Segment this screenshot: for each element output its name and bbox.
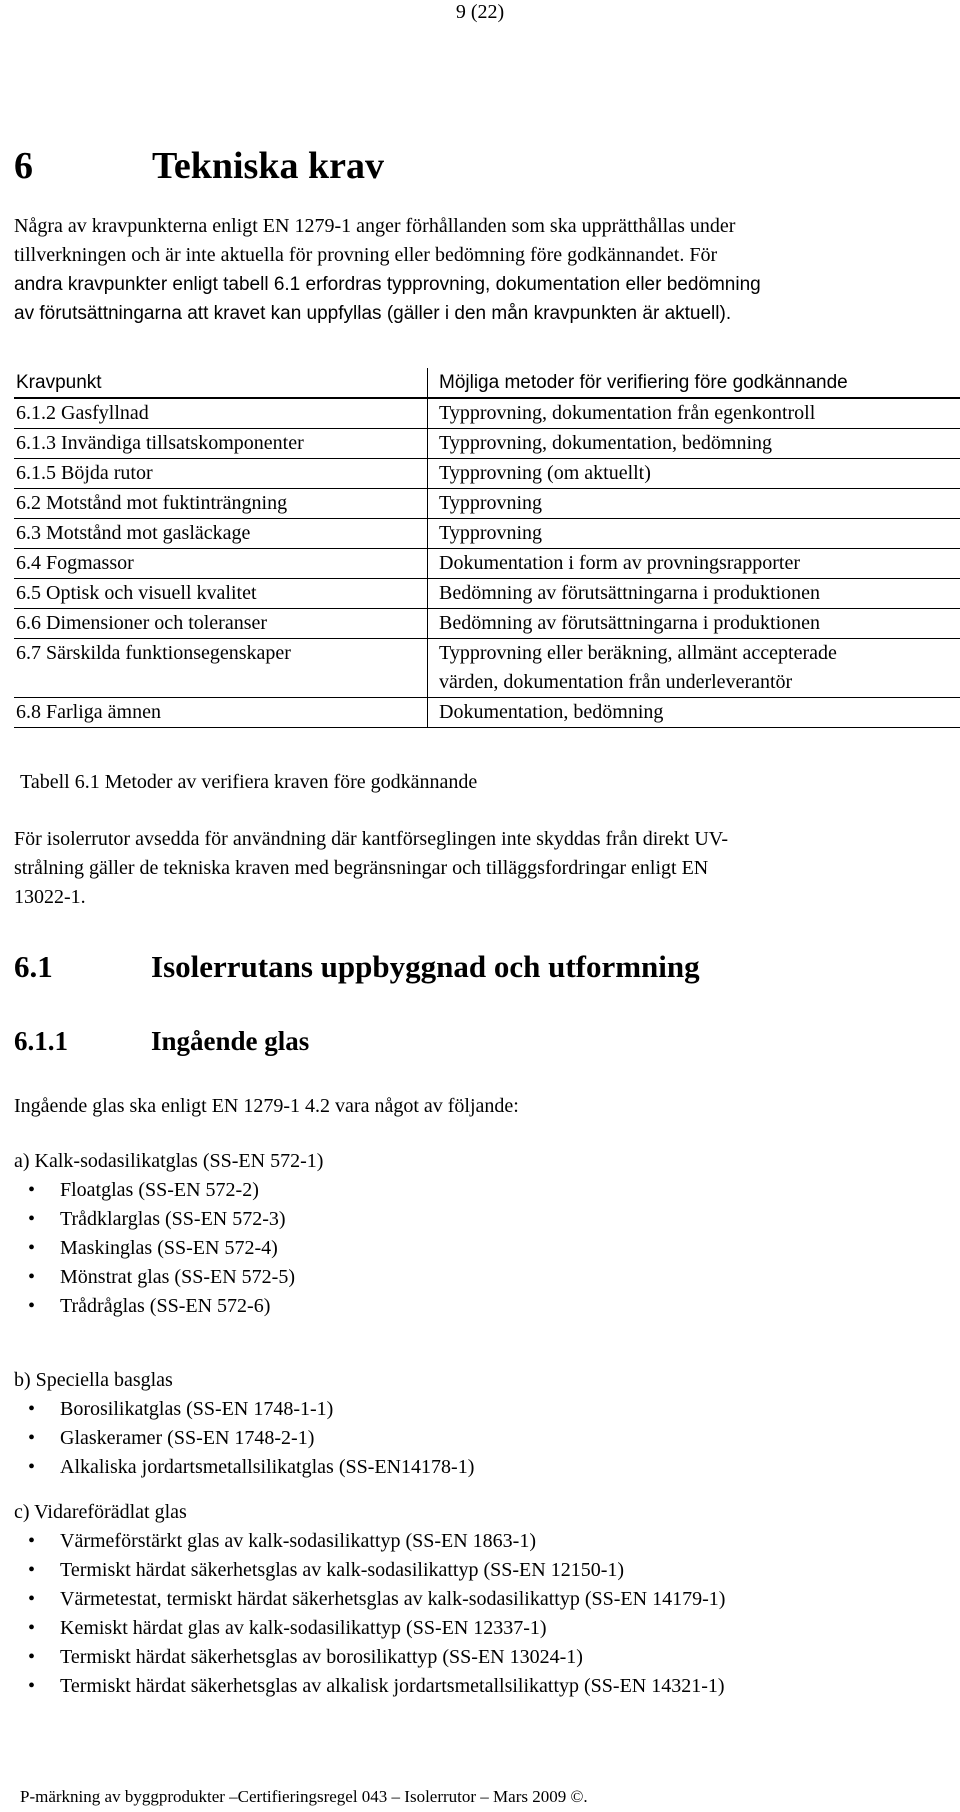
- list-item-text: Trådråglas (SS-EN 572-6): [60, 1295, 271, 1317]
- group-title: a) Kalk-sodasilikatglas (SS-EN 572-1): [14, 1150, 324, 1172]
- section-title: Ingående glas: [151, 1026, 310, 1056]
- bullet-list: [14, 1395, 954, 1482]
- metod-cell: [428, 579, 960, 609]
- list-item-text: Mönstrat glas (SS-EN 572-5): [60, 1266, 295, 1288]
- kravpunkt-cell: 6.8 Farliga ämnen: [14, 698, 428, 728]
- metod-line: värden, dokumentation från underleverantör: [439, 671, 793, 693]
- table-row: [14, 639, 960, 698]
- bullet-icon: •: [28, 1295, 36, 1317]
- kravpunkt-cell: 6.5 Optisk och visuell kvalitet: [14, 579, 428, 609]
- metod-cell: [428, 609, 960, 639]
- metod-line: Typprovning, dokumentation från egenkontroll: [439, 402, 816, 424]
- bullet-icon: •: [28, 1398, 36, 1420]
- page-number: 9 (22): [455, 1, 505, 23]
- list-item: [14, 1234, 954, 1263]
- group-title: b) Speciella basglas: [14, 1369, 173, 1391]
- table-row: [14, 398, 960, 429]
- kravpunkt-cell: 6.7 Särskilda funktionsegenskaper: [14, 639, 428, 698]
- list-item-text: Trådklarglas (SS-EN 572-3): [60, 1208, 286, 1230]
- metod-line: Typprovning: [439, 522, 543, 544]
- list-item-text: Termiskt härdat säkerhetsglas av kalk-sodasilikattyp (SS-EN 12150-1): [60, 1559, 625, 1581]
- bullet-icon: •: [28, 1456, 36, 1478]
- list-item-text: Glaskeramer (SS-EN 1748-2-1): [60, 1427, 315, 1449]
- bullet-icon: •: [28, 1208, 36, 1230]
- table-row: [14, 698, 960, 728]
- metod-cell: [428, 459, 960, 489]
- section-heading-6-1-1: [14, 1021, 309, 1061]
- list-item-text: Termiskt härdat säkerhetsglas av alkalisk jordartsmetallsilikattyp (SS-EN 14321-1): [60, 1675, 725, 1697]
- uv-line: strålning gäller de tekniska kraven med begränsningar och tilläggsfordringar enligt EN: [14, 857, 709, 879]
- list-item: [14, 1424, 954, 1453]
- bullet-icon: •: [28, 1427, 36, 1449]
- metod-line: Typprovning, dokumentation, bedömning: [439, 432, 773, 454]
- list-item-text: Värmeförstärkt glas av kalk-sodasilikattyp (SS-EN 1863-1): [60, 1530, 537, 1552]
- table-caption: Tabell 6.1 Metoder av verifiera kraven före godkännande: [20, 771, 478, 793]
- table-row: [14, 489, 960, 519]
- table-header-row: [14, 368, 960, 398]
- metod-line: Dokumentation, bedömning: [439, 701, 664, 723]
- glass-group-c: [14, 1498, 954, 1701]
- list-item: [14, 1453, 954, 1482]
- requirements-table: [14, 368, 960, 728]
- bullet-icon: •: [28, 1646, 36, 1668]
- list-item: [14, 1614, 954, 1643]
- table-row: [14, 519, 960, 549]
- metod-cell: [428, 519, 960, 549]
- bullet-list: [14, 1176, 954, 1321]
- bullet-icon: •: [28, 1617, 36, 1639]
- bullet-icon: •: [28, 1237, 36, 1259]
- section-title: Isolerrutans uppbyggnad och utformning: [151, 949, 700, 984]
- section-number: 6.1.1: [14, 1026, 68, 1056]
- glass-group-a: [14, 1147, 954, 1321]
- metod-line: Typprovning eller beräkning, allmänt accepterade: [439, 642, 837, 664]
- list-item: [14, 1585, 954, 1614]
- bullet-icon: •: [28, 1588, 36, 1610]
- column-header-kravpunkt: Kravpunkt: [14, 368, 428, 398]
- kravpunkt-cell: 6.1.5 Böjda rutor: [14, 459, 428, 489]
- list-item: [14, 1556, 954, 1585]
- section-number: 6.1: [14, 949, 53, 984]
- list-item: [14, 1205, 954, 1234]
- metod-cell: [428, 429, 960, 459]
- list-item-text: Värmetestat, termiskt härdat säkerhetsglas av kalk-sodasilikattyp (SS-EN 14179-1): [60, 1588, 726, 1610]
- page-footer: P-märkning av byggprodukter –Certifieringsregel 043 – Isolerrutor – Mars 2009 ©.: [20, 1787, 588, 1806]
- column-header-metoder: Möjliga metoder för verifiering före godkännande: [428, 368, 960, 398]
- section-heading-6-1: [14, 947, 700, 987]
- kravpunkt-cell: 6.6 Dimensioner och toleranser: [14, 609, 428, 639]
- metod-line: Typprovning (om aktuellt): [439, 462, 651, 484]
- list-item: [14, 1395, 954, 1424]
- bullet-icon: •: [28, 1675, 36, 1697]
- list-item-text: Alkaliska jordartsmetallsilikatglas (SS-EN14178-1): [60, 1456, 475, 1478]
- bullet-icon: •: [28, 1179, 36, 1201]
- list-item-text: Maskinglas (SS-EN 572-4): [60, 1237, 278, 1259]
- section-number: 6: [14, 145, 33, 187]
- table-row: [14, 549, 960, 579]
- metod-cell: [428, 549, 960, 579]
- kravpunkt-cell: 6.2 Motstånd mot fuktinträngning: [14, 489, 428, 519]
- table-row: [14, 579, 960, 609]
- bullet-icon: •: [28, 1559, 36, 1581]
- metod-line: Bedömning av förutsättningarna i produktionen: [439, 582, 821, 604]
- uv-line: 13022-1.: [14, 886, 86, 908]
- metod-cell: [428, 398, 960, 429]
- metod-line: Dokumentation i form av provningsrapporter: [439, 552, 801, 574]
- list-item-text: Floatglas (SS-EN 572-2): [60, 1179, 259, 1201]
- intro-line: av förutsättningarna att kravet kan uppfyllas (gäller i den mån kravpunkten är aktuell).: [14, 303, 732, 324]
- list-item-text: Termiskt härdat säkerhetsglas av borosilikattyp (SS-EN 13024-1): [60, 1646, 583, 1668]
- list-item: [14, 1527, 954, 1556]
- list-item: [14, 1263, 954, 1292]
- kravpunkt-cell: 6.3 Motstånd mot gasläckage: [14, 519, 428, 549]
- metod-cell: [428, 698, 960, 728]
- glass-group-b: [14, 1366, 954, 1482]
- intro-line: andra kravpunkter enligt tabell 6.1 erfordras typprovning, dokumentation eller bedömning: [14, 274, 761, 295]
- intro-line: Några av kravpunkterna enligt EN 1279-1 anger förhållanden som ska upprätthållas under: [14, 215, 736, 237]
- intro-line: tillverkningen och är inte aktuella för provning eller bedömning före godkännandet. För: [14, 244, 718, 266]
- list-item: [14, 1292, 954, 1321]
- list-item: [14, 1176, 954, 1205]
- section-title: Tekniska krav: [152, 145, 384, 187]
- bullet-list: [14, 1527, 954, 1701]
- metod-line: Typprovning: [439, 492, 543, 514]
- table-row: [14, 429, 960, 459]
- kravpunkt-cell: 6.4 Fogmassor: [14, 549, 428, 579]
- table-row: [14, 459, 960, 489]
- intro-paragraph: [14, 212, 949, 328]
- kravpunkt-cell: 6.1.3 Invändiga tillsatskomponenter: [14, 429, 428, 459]
- metod-cell: [428, 639, 960, 698]
- glas-intro-paragraph: Ingående glas ska enligt EN 1279-1 4.2 vara något av följande:: [14, 1095, 519, 1117]
- bullet-icon: •: [28, 1530, 36, 1552]
- metod-line: Bedömning av förutsättningarna i produktionen: [439, 612, 821, 634]
- kravpunkt-cell: 6.1.2 Gasfyllnad: [14, 398, 428, 429]
- list-item-text: Borosilikatglas (SS-EN 1748-1-1): [60, 1398, 334, 1420]
- list-item-text: Kemiskt härdat glas av kalk-sodasilikattyp (SS-EN 12337-1): [60, 1617, 547, 1639]
- list-item: [14, 1643, 954, 1672]
- group-title: c) Vidareförädlat glas: [14, 1501, 187, 1523]
- section-heading-6: [14, 143, 384, 189]
- table-row: [14, 609, 960, 639]
- uv-paragraph: [14, 825, 949, 912]
- list-item: [14, 1672, 954, 1701]
- bullet-icon: •: [28, 1266, 36, 1288]
- uv-line: För isolerrutor avsedda för användning där kantförseglingen inte skyddas från direkt UV-: [14, 828, 729, 850]
- metod-cell: [428, 489, 960, 519]
